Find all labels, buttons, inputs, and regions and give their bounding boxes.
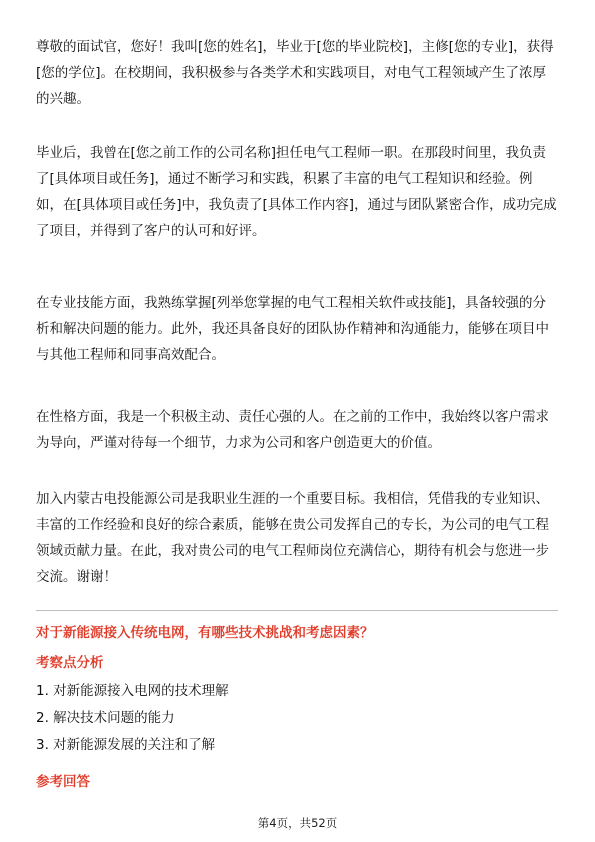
interview-question: 对于新能源接入传统电网，有哪些技术挑战和考虑因素？	[36, 625, 374, 641]
analysis-item: 3. 对新能源发展的关注和了解	[36, 737, 216, 753]
page-number: 第4页，共52页	[257, 816, 338, 830]
section-divider	[36, 610, 558, 611]
analysis-title: 考察点分析	[36, 655, 104, 671]
analysis-list	[36, 678, 558, 759]
letter-paragraph-4: 在性格方面，我是一个积极主动、责任心强的人。在之前的工作中，我始终以客户需求为导向，严谨对待每一个细节，力求为公司和客户创造更大的价值。	[36, 409, 549, 451]
reference-answer-title: 参考回答	[36, 774, 90, 790]
letter-paragraph-1: 尊敬的面试官，您好！我叫[您的姓名]，毕业于[您的毕业院校]，主修[您的专业]，获得[您的学位]。在校期间，我积极参与各类学术和实践项目，对电气工程领域产生了浓厚的兴趣。	[36, 39, 554, 107]
letter-paragraph-3: 在专业技能方面，我熟练掌握[列举您掌握的电气工程相关软件或技能]，具备较强的分析和解决问题的能力。此外，我还具备良好的团队协作精神和沟通能力，能够在项目中与其他工程师和同事高效配合。	[36, 295, 549, 363]
letter-paragraph-2: 毕业后，我曾在[您之前工作的公司名称]担任电气工程师一职。在那段时间里，我负责了[具体项目或任务]，通过不断学习和实践，积累了丰富的电气工程知识和经验。例如，在[具体项目或任务]中，我负责了[具体工作内容]，通过与团队紧密合作，成功完成了项目，并得到了客户的认可和好评。	[36, 145, 557, 239]
letter-paragraph-5: 加入内蒙古电投能源公司是我职业生涯的一个重要目标。我相信，凭借我的专业知识、丰富的工作经验和良好的综合素质，能够在贵公司发挥自己的专长，为公司的电气工程领域贡献力量。在此，我对贵公司的电气工程师岗位充满信心，期待有机会与您进一步交流。谢谢！	[36, 491, 549, 585]
analysis-item: 2. 解决技术问题的能力	[36, 710, 175, 726]
analysis-item: 1. 对新能源接入电网的技术理解	[36, 683, 229, 699]
